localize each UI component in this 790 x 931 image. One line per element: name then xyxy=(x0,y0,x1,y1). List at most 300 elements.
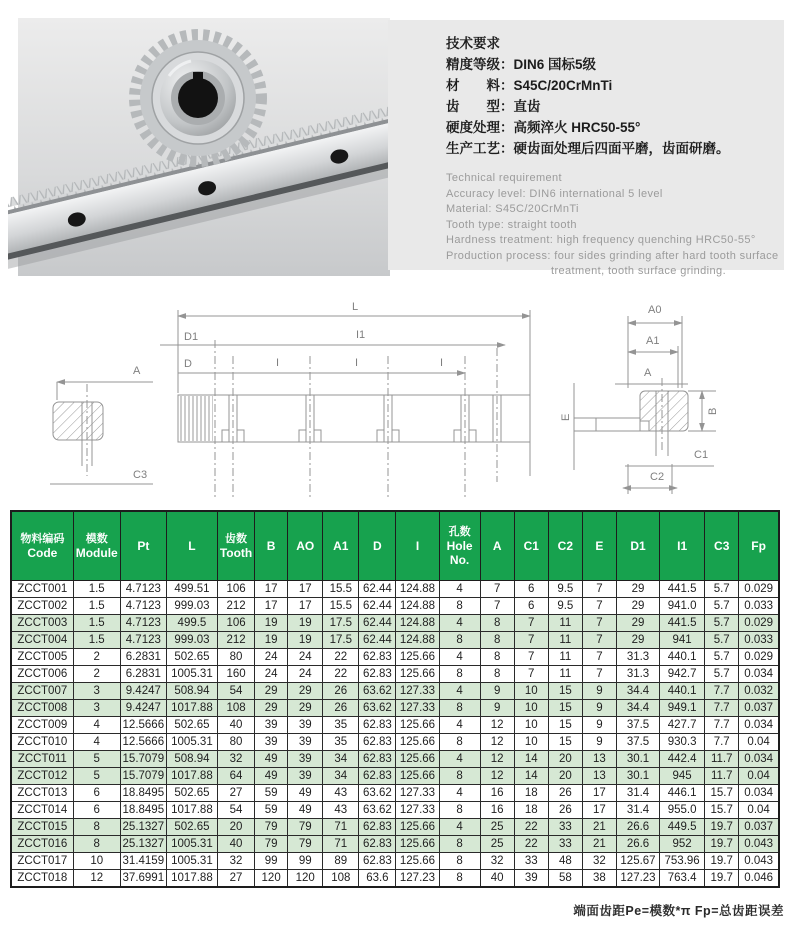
cell: 106 xyxy=(218,581,255,598)
cell: 508.94 xyxy=(166,683,217,700)
cell: 5.7 xyxy=(705,598,739,615)
cell: 9 xyxy=(480,683,514,700)
cell: 58 xyxy=(548,870,582,888)
tech-zh-accuracy: 精度等级：DIN6 国标5级 xyxy=(446,57,597,72)
cell: 108 xyxy=(323,870,359,888)
cell: 26 xyxy=(548,785,582,802)
cell: 8 xyxy=(439,870,480,888)
cell: 17 xyxy=(255,581,288,598)
cell: 6.2831 xyxy=(120,666,166,683)
cell: 5 xyxy=(73,751,120,768)
cell: 502.65 xyxy=(166,649,217,666)
cell: 125.66 xyxy=(396,768,439,785)
tech-en-tooth-type: Tooth type: straight tooth xyxy=(446,218,577,231)
cell: ZCCT012 xyxy=(11,768,73,785)
column-header: C3 xyxy=(705,511,739,581)
cell: 22 xyxy=(323,666,359,683)
cell: 2 xyxy=(73,649,120,666)
cell: 4 xyxy=(439,785,480,802)
cell: 24 xyxy=(255,649,288,666)
cell: 1017.88 xyxy=(166,802,217,819)
cell: 31.3 xyxy=(616,666,659,683)
cell: 10 xyxy=(73,853,120,870)
cell: 26 xyxy=(323,700,359,717)
cell: 6 xyxy=(73,785,120,802)
table-row xyxy=(11,581,779,598)
cell: 0.034 xyxy=(739,751,779,768)
dim-label-I-2: I xyxy=(355,357,359,369)
cell: 1017.88 xyxy=(166,870,217,888)
cell: 26 xyxy=(548,802,582,819)
cell: 19.7 xyxy=(705,836,739,853)
cell: 124.88 xyxy=(396,581,439,598)
cell: 39 xyxy=(288,768,323,785)
cell: 7 xyxy=(582,598,616,615)
cell: 1005.31 xyxy=(166,666,217,683)
cell: 127.23 xyxy=(616,870,659,888)
cell: 31.4 xyxy=(616,785,659,802)
cell: 941 xyxy=(660,632,705,649)
cell: 125.66 xyxy=(396,853,439,870)
cell: 440.1 xyxy=(660,683,705,700)
cell: 5.7 xyxy=(705,649,739,666)
column-header: B xyxy=(255,511,288,581)
cell: 99 xyxy=(288,853,323,870)
cell: 8 xyxy=(439,768,480,785)
cell: 9.5 xyxy=(548,598,582,615)
cell: 29 xyxy=(616,632,659,649)
cell: 12 xyxy=(480,734,514,751)
cell: 941.0 xyxy=(660,598,705,615)
table-row xyxy=(11,615,779,632)
cell: 3 xyxy=(73,700,120,717)
cell: 1017.88 xyxy=(166,768,217,785)
column-header: I1 xyxy=(660,511,705,581)
cell: 7.7 xyxy=(705,683,739,700)
cell: 441.5 xyxy=(660,615,705,632)
cell: 7 xyxy=(514,649,548,666)
cell: 0.043 xyxy=(739,853,779,870)
cell: 9.5 xyxy=(548,581,582,598)
cell: 62.83 xyxy=(359,666,396,683)
cell: 34 xyxy=(323,768,359,785)
cell: 16 xyxy=(480,785,514,802)
cell: 949.1 xyxy=(660,700,705,717)
dim-label-A1: A1 xyxy=(646,335,660,347)
cell: 8 xyxy=(480,615,514,632)
cell: 21 xyxy=(582,819,616,836)
cell: 62.83 xyxy=(359,649,396,666)
cell: 32 xyxy=(218,853,255,870)
cell: 0.029 xyxy=(739,649,779,666)
cell: 43 xyxy=(323,785,359,802)
tech-zh-material: 材 料：S45C/20CrMnTi xyxy=(446,78,613,93)
cell: 12 xyxy=(480,768,514,785)
cell: 63.62 xyxy=(359,802,396,819)
cell: 0.037 xyxy=(739,700,779,717)
table-row xyxy=(11,734,779,751)
cell: 31.4159 xyxy=(120,853,166,870)
cell: 17 xyxy=(582,802,616,819)
cell: 6.2831 xyxy=(120,649,166,666)
column-header: Fp xyxy=(739,511,779,581)
cell: 62.83 xyxy=(359,734,396,751)
cell: 22 xyxy=(514,836,548,853)
cell: 63.62 xyxy=(359,785,396,802)
cell: 4.7123 xyxy=(120,581,166,598)
cell: 12 xyxy=(480,717,514,734)
cell: 39 xyxy=(255,717,288,734)
column-header: A xyxy=(480,511,514,581)
cell: 6 xyxy=(514,581,548,598)
tech-en-title: Technical requirement xyxy=(446,172,563,184)
cell: 124.88 xyxy=(396,632,439,649)
cell: ZCCT008 xyxy=(11,700,73,717)
cell: 502.65 xyxy=(166,717,217,734)
column-header: C2 xyxy=(548,511,582,581)
cell: 19 xyxy=(255,632,288,649)
cell: 108 xyxy=(218,700,255,717)
cell: 37.5 xyxy=(616,734,659,751)
cell: ZCCT018 xyxy=(11,870,73,888)
cell: 33 xyxy=(548,836,582,853)
cell: 124.88 xyxy=(396,598,439,615)
cell: 79 xyxy=(288,819,323,836)
cell: 125.66 xyxy=(396,836,439,853)
table-row xyxy=(11,632,779,649)
cell: 125.66 xyxy=(396,819,439,836)
gear-rack-illustration xyxy=(8,6,390,282)
cell: 0.032 xyxy=(739,683,779,700)
cell: 1005.31 xyxy=(166,836,217,853)
cell: 8 xyxy=(73,819,120,836)
column-header: L xyxy=(166,511,217,581)
cell: 7 xyxy=(514,632,548,649)
cell: 32 xyxy=(480,853,514,870)
cell: 4 xyxy=(439,683,480,700)
cell: 15 xyxy=(548,683,582,700)
cell: 124.88 xyxy=(396,615,439,632)
cell: 0.034 xyxy=(739,785,779,802)
cell: ZCCT015 xyxy=(11,819,73,836)
cell: ZCCT007 xyxy=(11,683,73,700)
cell: 34.4 xyxy=(616,683,659,700)
table-row xyxy=(11,785,779,802)
technical-requirements-panel xyxy=(388,20,784,277)
cell: 12.5666 xyxy=(120,734,166,751)
cell: 20 xyxy=(548,751,582,768)
cell: 2 xyxy=(73,666,120,683)
cell: 32 xyxy=(582,853,616,870)
cell: 80 xyxy=(218,649,255,666)
cell: 24 xyxy=(255,666,288,683)
cell: 71 xyxy=(323,836,359,853)
cell: 62.83 xyxy=(359,717,396,734)
cell: 39 xyxy=(288,734,323,751)
cell: 62.83 xyxy=(359,768,396,785)
cell: 4 xyxy=(73,734,120,751)
cell: ZCCT005 xyxy=(11,649,73,666)
cell: 24 xyxy=(288,666,323,683)
cell: 62.44 xyxy=(359,615,396,632)
cell: 9.4247 xyxy=(120,700,166,717)
cell: 5.7 xyxy=(705,581,739,598)
cell: 4 xyxy=(439,615,480,632)
cell: 15 xyxy=(548,700,582,717)
cell: 4 xyxy=(439,649,480,666)
cell: 30.1 xyxy=(616,751,659,768)
cell: 930.3 xyxy=(660,734,705,751)
cell: 8 xyxy=(439,802,480,819)
tech-zh-title: 技术要求 xyxy=(446,36,500,51)
cell: 15 xyxy=(548,717,582,734)
cell: 0.033 xyxy=(739,632,779,649)
column-header: D1 xyxy=(616,511,659,581)
table-row xyxy=(11,853,779,870)
cell: 125.66 xyxy=(396,717,439,734)
cell: 10 xyxy=(514,734,548,751)
column-header: E xyxy=(582,511,616,581)
cell: 19.7 xyxy=(705,819,739,836)
cell: 508.94 xyxy=(166,751,217,768)
cell: 8 xyxy=(439,598,480,615)
cell: 10 xyxy=(514,717,548,734)
cell: 40 xyxy=(218,717,255,734)
cell: 80 xyxy=(218,734,255,751)
cell: 11 xyxy=(548,649,582,666)
cell: 59 xyxy=(255,785,288,802)
cell: 120 xyxy=(255,870,288,888)
cell: 19 xyxy=(288,632,323,649)
tech-zh-hardness: 硬度处理：高频淬火 HRC50-55° xyxy=(446,120,641,135)
dim-label-L: L xyxy=(352,301,359,313)
table-row xyxy=(11,751,779,768)
column-header: I xyxy=(396,511,439,581)
left-section-view xyxy=(50,365,153,484)
cell: 29 xyxy=(616,598,659,615)
cell: 29 xyxy=(288,683,323,700)
cell: 15.7 xyxy=(705,785,739,802)
table-row xyxy=(11,802,779,819)
cell: 8 xyxy=(480,632,514,649)
cell: 20 xyxy=(218,819,255,836)
dim-label-D1: D1 xyxy=(184,331,199,343)
cell: 39 xyxy=(255,734,288,751)
cell: 64 xyxy=(218,768,255,785)
cell: 37.6991 xyxy=(120,870,166,888)
cell: 9 xyxy=(582,683,616,700)
table-row xyxy=(11,700,779,717)
right-end-view xyxy=(560,304,719,494)
cell: 6 xyxy=(73,802,120,819)
cell: 8 xyxy=(439,853,480,870)
cell: 0.029 xyxy=(739,615,779,632)
cell: 79 xyxy=(288,836,323,853)
cell: 8 xyxy=(439,734,480,751)
cell: 14 xyxy=(514,768,548,785)
cell: 18 xyxy=(514,802,548,819)
cell: 952 xyxy=(660,836,705,853)
cell: 8 xyxy=(439,666,480,683)
cell: 9 xyxy=(582,734,616,751)
cell: 15.5 xyxy=(323,581,359,598)
cell: 212 xyxy=(218,598,255,615)
cell: 18 xyxy=(514,785,548,802)
cell: 29 xyxy=(288,700,323,717)
cell: ZCCT009 xyxy=(11,717,73,734)
cell: 446.1 xyxy=(660,785,705,802)
cell: 11.7 xyxy=(705,768,739,785)
column-header: A1 xyxy=(323,511,359,581)
rack-side-view xyxy=(160,301,530,500)
cell: 7 xyxy=(514,666,548,683)
cell: 35 xyxy=(323,734,359,751)
table-row xyxy=(11,649,779,666)
cell: 5.7 xyxy=(705,666,739,683)
cell: 71 xyxy=(323,819,359,836)
cell: 29 xyxy=(616,615,659,632)
cell: 441.5 xyxy=(660,581,705,598)
cell: 160 xyxy=(218,666,255,683)
cell: 18.8495 xyxy=(120,785,166,802)
cell: 49 xyxy=(288,802,323,819)
cell: 0.04 xyxy=(739,734,779,751)
tech-en-accuracy: Accuracy level: DIN6 international 5 level xyxy=(446,187,663,200)
cell: 43 xyxy=(323,802,359,819)
tech-en-material: Material: S45C/20CrMnTi xyxy=(446,203,579,215)
tech-en-hardness: Hardness treatment: high frequency quenching HRC50-55° xyxy=(446,234,756,246)
cell: ZCCT014 xyxy=(11,802,73,819)
cell: 5.7 xyxy=(705,632,739,649)
dim-label-A-right: A xyxy=(644,367,652,379)
cell: 13 xyxy=(582,751,616,768)
cell: 29 xyxy=(616,581,659,598)
cell: 7.7 xyxy=(705,700,739,717)
cell: 49 xyxy=(255,751,288,768)
cell: 19 xyxy=(288,615,323,632)
cell: 0.043 xyxy=(739,836,779,853)
cell: 449.5 xyxy=(660,819,705,836)
cell: 1017.88 xyxy=(166,700,217,717)
cell: 25.1327 xyxy=(120,836,166,853)
cell: 32 xyxy=(218,751,255,768)
dim-label-D: D xyxy=(184,358,192,370)
dim-label-I-1: I xyxy=(276,357,280,369)
cell: 0.037 xyxy=(739,819,779,836)
dim-label-I1: I1 xyxy=(356,329,366,341)
tech-zh-tooth-type: 齿 型：直齿 xyxy=(446,99,541,114)
cell: 34.4 xyxy=(616,700,659,717)
cell: 9 xyxy=(582,700,616,717)
cell: 59 xyxy=(255,802,288,819)
cell: 62.44 xyxy=(359,581,396,598)
cell: 11 xyxy=(548,632,582,649)
cell: 25 xyxy=(480,819,514,836)
cell: 11.7 xyxy=(705,751,739,768)
cell: 26.6 xyxy=(616,836,659,853)
header-row xyxy=(11,511,779,581)
cell: 17 xyxy=(288,581,323,598)
cell: 999.03 xyxy=(166,598,217,615)
cell: ZCCT010 xyxy=(11,734,73,751)
cell: 4 xyxy=(439,751,480,768)
column-header: 模数 Module xyxy=(73,511,120,581)
product-photo xyxy=(8,6,390,282)
cell: 25 xyxy=(480,836,514,853)
cell: 0.046 xyxy=(739,870,779,888)
tech-zh-process: 生产工艺：硬齿面处理后四面平磨，齿面研磨。 xyxy=(446,141,730,156)
cell: 12 xyxy=(73,870,120,888)
cell: 27 xyxy=(218,870,255,888)
table-row xyxy=(11,666,779,683)
cell: 0.033 xyxy=(739,598,779,615)
cell: ZCCT011 xyxy=(11,751,73,768)
tech-en-process: Production process: four sides grinding after hard tooth surface xyxy=(446,249,779,262)
cell: 7.7 xyxy=(705,734,739,751)
cell: 39 xyxy=(288,717,323,734)
cell: 99 xyxy=(255,853,288,870)
cell: 12.5666 xyxy=(120,717,166,734)
cell: 127.33 xyxy=(396,700,439,717)
cell: 17 xyxy=(288,598,323,615)
cell: 8 xyxy=(480,666,514,683)
dim-label-C3: C3 xyxy=(133,469,148,481)
table-row xyxy=(11,768,779,785)
dim-label-A-left: A xyxy=(133,365,141,377)
cell: 942.7 xyxy=(660,666,705,683)
cell: 9 xyxy=(582,717,616,734)
cell: 8 xyxy=(480,649,514,666)
cell: 39 xyxy=(288,751,323,768)
cell: 10 xyxy=(514,700,548,717)
cell: 7 xyxy=(582,649,616,666)
cell: 26 xyxy=(323,683,359,700)
cell: 0.029 xyxy=(739,581,779,598)
column-header: Pt xyxy=(120,511,166,581)
cell: 17 xyxy=(255,598,288,615)
table-row xyxy=(11,836,779,853)
cell: 9 xyxy=(480,700,514,717)
column-header: AO xyxy=(288,511,323,581)
cell: 1005.31 xyxy=(166,734,217,751)
cell: 15.5 xyxy=(323,598,359,615)
cell: 17 xyxy=(582,785,616,802)
dim-label-C2: C2 xyxy=(650,471,665,483)
cell: ZCCT017 xyxy=(11,853,73,870)
cell: 26.6 xyxy=(616,819,659,836)
cell: 212 xyxy=(218,632,255,649)
cell: 1.5 xyxy=(73,615,120,632)
cell: 15.7 xyxy=(705,802,739,819)
cell: 10 xyxy=(514,683,548,700)
cell: 19.7 xyxy=(705,870,739,888)
cell: ZCCT002 xyxy=(11,598,73,615)
cell: 15 xyxy=(548,734,582,751)
cell: 4 xyxy=(439,581,480,598)
cell: 33 xyxy=(548,819,582,836)
cell: 127.23 xyxy=(396,870,439,888)
column-header: 物料编码 Code xyxy=(11,511,73,581)
cell: 17.5 xyxy=(323,632,359,649)
dim-label-B: B xyxy=(707,407,719,415)
cell: 1.5 xyxy=(73,581,120,598)
cell: 127.33 xyxy=(396,802,439,819)
cell: 7 xyxy=(582,666,616,683)
cell: 16 xyxy=(480,802,514,819)
cell: 62.44 xyxy=(359,598,396,615)
cell: 54 xyxy=(218,683,255,700)
cell: 0.034 xyxy=(739,717,779,734)
